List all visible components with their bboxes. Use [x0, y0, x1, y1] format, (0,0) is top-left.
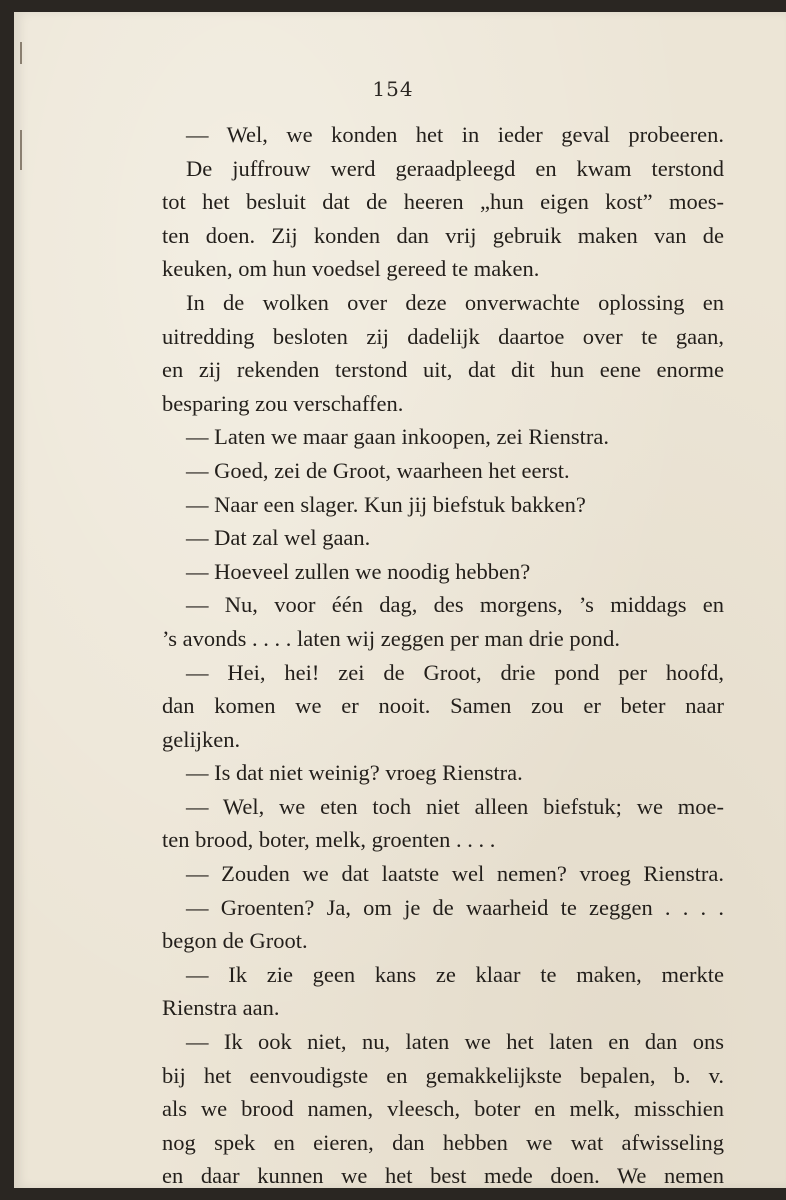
text-line: nog spek en eieren, dan hebben we wat afwisseling	[162, 1129, 724, 1155]
text-line: gelijken.	[162, 726, 241, 752]
text-line: — Ik ook niet, nu, laten we het laten en dan ons	[186, 1029, 724, 1055]
text-line: — Dat zal wel gaan.	[186, 525, 371, 551]
body-text	[162, 118, 724, 1193]
text-line: besparing zou verschaffen.	[162, 390, 404, 416]
text-line: De juffrouw werd geraadpleegd en kwam terstond	[186, 155, 724, 181]
text-line: als we brood namen, vleesch, boter en melk, misschien	[162, 1096, 724, 1122]
text-line: Rienstra aan.	[162, 995, 280, 1021]
text-line: tot het besluit dat de heeren „hun eigen kost” moes-	[162, 189, 724, 215]
text-line: — Nu, voor één dag, des morgens, ’s middags en	[186, 592, 724, 618]
text-line: — Naar een slager. Kun jij biefstuk bakken?	[186, 491, 586, 517]
text-line: — Zouden we dat laatste wel nemen? vroeg Rienstra.	[186, 861, 724, 887]
text-line: ten brood, boter, melk, groenten . . . .	[162, 827, 496, 853]
text-line: keuken, om hun voedsel gereed te maken.	[162, 256, 540, 282]
text-line: In de wolken over deze onverwachte oplossing en	[186, 289, 724, 315]
text-line: dan komen we er nooit. Samen zou er beter naar	[162, 693, 724, 719]
text-line: uitredding besloten zij dadelijk daartoe over te gaan,	[162, 323, 724, 349]
text-line: — Goed, zei de Groot, waarheen het eerst.	[186, 457, 570, 483]
text-line: — Groenten? Ja, om je de waarheid te zeggen . . . .	[186, 894, 724, 920]
text-line: — Wel, we eten toch niet alleen biefstuk; we moe-	[186, 793, 724, 819]
text-line: en daar kunnen we het best mede doen. We nemen	[162, 1163, 724, 1189]
text-line: ’s avonds . . . . laten wij zeggen per man drie pond.	[162, 625, 621, 651]
page-edge-mark	[20, 42, 22, 64]
text-line: — Wel, we konden het in ieder geval probeeren.	[186, 122, 724, 147]
text-line: — Laten we maar gaan inkoopen, zei Rienstra.	[186, 424, 609, 450]
text-line: begon de Groot.	[162, 928, 308, 954]
page-number: 154	[372, 77, 414, 101]
text-line: bij het eenvoudigste en gemakkelijkste bepalen, b. v.	[162, 1062, 724, 1088]
text-line: ten doen. Zij konden dan vrij gebruik maken van de	[162, 222, 724, 248]
page-edge-mark	[20, 130, 22, 170]
text-line: — Hei, hei! zei de Groot, drie pond per hoofd,	[186, 659, 724, 685]
text-line: — Hoeveel zullen we noodig hebben?	[186, 558, 531, 584]
text-line: — Is dat niet weinig? vroeg Rienstra.	[186, 760, 523, 786]
text-line: en zij rekenden terstond uit, dat dit hun eene enorme	[162, 357, 724, 383]
text-line: — Ik zie geen kans ze klaar te maken, merkte	[186, 961, 724, 987]
